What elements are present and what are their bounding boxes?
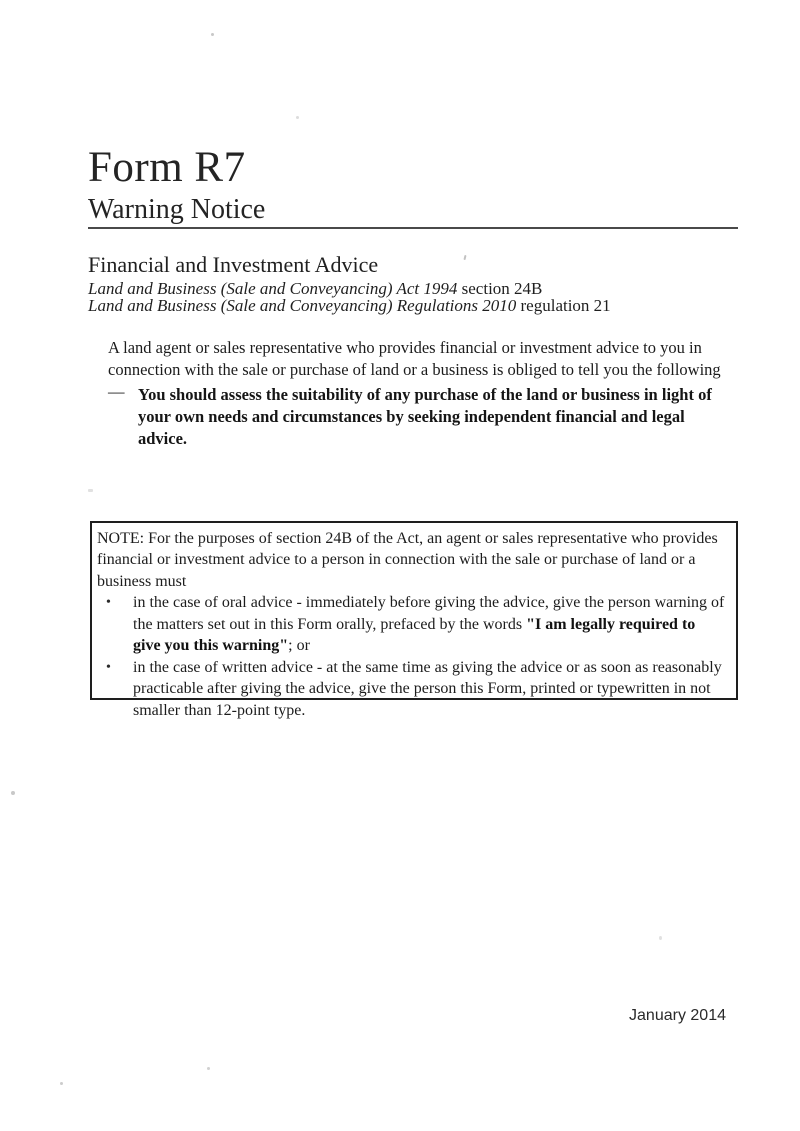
intro-paragraph: A land agent or sales representative who provides financial or investment advice to you in connection with the sale or purchase of land or a business is obliged to tell you the following — <box>108 338 721 401</box>
scan-speck <box>207 1067 210 1070</box>
scan-speck <box>88 489 93 492</box>
scan-speck <box>11 791 15 795</box>
citation-regulations-title: Land and Business (Sale and Conveyancing) Regulations 2010 <box>88 296 517 315</box>
title-rule <box>88 227 738 229</box>
citation-act-section: section 24B <box>457 279 543 298</box>
bullet-text-post: ; or <box>288 637 310 655</box>
scan-speck <box>60 1082 63 1085</box>
note-lead: NOTE: For the purposes of section 24B of the Act, an agent or sales representative who provides financial or investment advice to a person in connection with the sale or purchase of land or a business must <box>97 530 718 590</box>
footer-date: January 2014 <box>629 1007 726 1024</box>
scan-speck <box>659 936 662 940</box>
section-heading: Financial and Investment Advice <box>88 252 379 277</box>
note-bullet-oral-advice <box>97 592 726 656</box>
page-title: Form R7 <box>88 144 246 191</box>
citation-act-title: Land and Business (Sale and Conveyancing) Act 1994 <box>88 279 458 298</box>
citation-regulations-section: regulation 21 <box>516 296 611 315</box>
warning-statement: You should assess the suitability of any purchase of the land or business in light of your own needs and circumstances by seeking independent financial and legal advice. <box>138 385 712 448</box>
bullet-icon: • <box>106 659 111 675</box>
scan-speck <box>296 116 299 119</box>
note-bullet-oral-text <box>133 592 726 656</box>
page-subtitle: Warning Notice <box>88 194 266 225</box>
bullet-text-pre: in the case of oral advice - immediately before giving the advice, give the person warning of the matters set out in this Form orally, prefaced by the words <box>133 594 725 633</box>
scan-speck <box>463 255 466 260</box>
bullet-icon: • <box>106 595 111 611</box>
note-box <box>90 521 738 719</box>
bullet-text-bold: "I am legally required to give you this warning" <box>133 615 696 655</box>
note-bullet-written-text: in the case of written advice - at the same time as giving the advice or as soon as reasonably practicable after giving the advice, give the person this Form, printed or typewritten in not smaller than 12-point type. <box>133 658 722 719</box>
note-bullet-written-advice <box>97 657 726 721</box>
scan-speck <box>211 33 214 36</box>
citation-regulations <box>88 296 611 316</box>
